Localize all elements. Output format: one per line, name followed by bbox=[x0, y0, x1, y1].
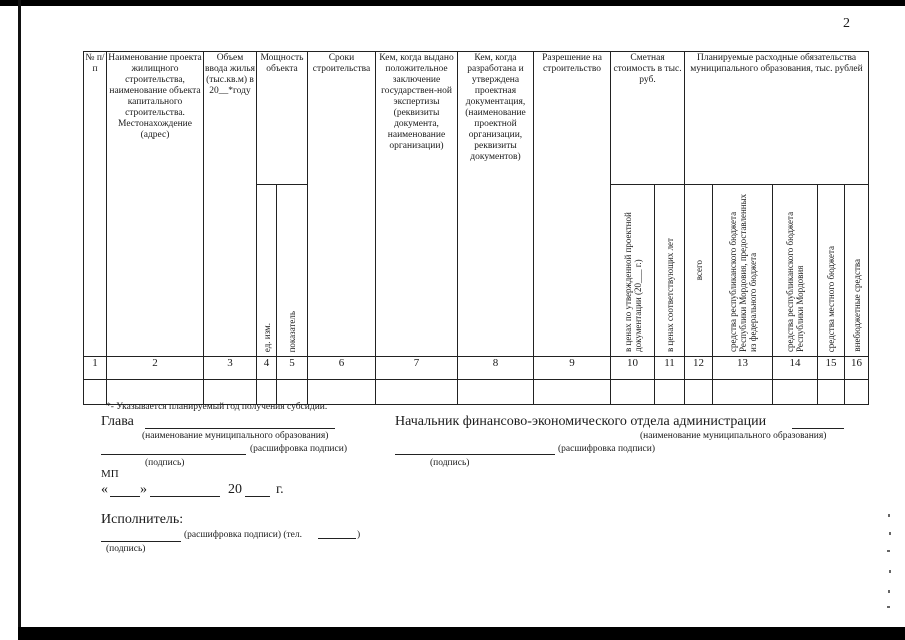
header-permit: Разрешение на строительство bbox=[534, 52, 611, 357]
head-decode-caption: (расшифровка подписи) bbox=[250, 444, 347, 454]
column-number: 1 bbox=[84, 357, 107, 380]
scan-speck bbox=[887, 606, 890, 608]
page-number: 2 bbox=[843, 16, 850, 31]
scan-bottom-edge bbox=[18, 627, 905, 640]
empty-cell bbox=[611, 380, 655, 405]
head-muni-caption: (наименование муниципального образования) bbox=[142, 431, 329, 441]
empty-cell bbox=[685, 380, 713, 405]
column-number: 3 bbox=[204, 357, 257, 380]
scan-speck bbox=[887, 550, 890, 552]
chief-decode-caption: (расшифровка подписи) bbox=[558, 444, 655, 454]
date-close-quote: » bbox=[140, 482, 147, 497]
head-label: Глава bbox=[101, 414, 134, 429]
date-open-quote: « bbox=[101, 482, 108, 497]
empty-cell bbox=[204, 380, 257, 405]
column-number: 2 bbox=[107, 357, 204, 380]
column-number: 4 bbox=[257, 357, 277, 380]
empty-cell bbox=[773, 380, 818, 405]
column-number: 12 bbox=[685, 357, 713, 380]
header-project-name: Наименование проекта жилищного строительства, наименование объекта капитального строительства. Местонахождение (адрес) bbox=[107, 52, 204, 357]
scan-speck bbox=[888, 590, 890, 593]
subheader-current-prices: в ценах соответствующих лет bbox=[655, 185, 685, 357]
empty-cell bbox=[534, 380, 611, 405]
empty-cell bbox=[84, 380, 107, 405]
header-project-docs: Кем, когда разработана и утверждена проектная документация, (наименование проектной организации, реквизиты документов) bbox=[458, 52, 534, 357]
chief-label: Начальник финансово-экономического отдела администрации bbox=[395, 414, 767, 429]
subheader-local-budget: средства местного бюджета bbox=[818, 185, 845, 357]
scan-top-edge bbox=[0, 0, 905, 6]
column-number-row bbox=[84, 357, 869, 380]
column-number: 5 bbox=[277, 357, 308, 380]
date-year-prefix: 20 bbox=[228, 482, 242, 497]
subsidy-table bbox=[83, 51, 869, 405]
chief-muni-caption: (наименование муниципального образования) bbox=[640, 431, 827, 441]
date-year-suffix: г. bbox=[276, 482, 284, 497]
date-year-line bbox=[245, 496, 270, 497]
column-number: 9 bbox=[534, 357, 611, 380]
empty-cell bbox=[458, 380, 534, 405]
empty-cell bbox=[257, 380, 277, 405]
column-number: 14 bbox=[773, 357, 818, 380]
head-signature-line bbox=[101, 454, 246, 455]
column-number: 15 bbox=[818, 357, 845, 380]
scan-left-edge bbox=[18, 0, 21, 640]
head-name-line bbox=[145, 428, 335, 429]
header-construction-terms: Сроки строительства bbox=[308, 52, 376, 357]
column-number: 10 bbox=[611, 357, 655, 380]
column-number: 7 bbox=[376, 357, 458, 380]
empty-cell bbox=[713, 380, 773, 405]
subheader-republic-federal: средства республиканского бюджета Республики Мордовия, предоставленных из федерального бюджета bbox=[713, 185, 773, 357]
column-number: 11 bbox=[655, 357, 685, 380]
empty-cell bbox=[376, 380, 458, 405]
header-capacity: Мощность объекта bbox=[257, 52, 308, 185]
subheader-extra-budget: внебюджетные средства bbox=[845, 185, 869, 357]
empty-cell bbox=[845, 380, 869, 405]
subheader-total: всего bbox=[685, 185, 713, 357]
stamp-label: МП bbox=[101, 468, 119, 480]
header-estimated-cost: Сметная стоимость в тыс. руб. bbox=[611, 52, 685, 185]
executor-phone-close: ) bbox=[357, 530, 361, 540]
subheader-unit: ед. изм. bbox=[257, 185, 277, 357]
scan-speck bbox=[888, 514, 890, 517]
empty-cell bbox=[308, 380, 376, 405]
footnote: *- Указывается планируемый год получения субсидии. bbox=[106, 402, 328, 412]
subheader-indicator: показатель bbox=[277, 185, 308, 357]
chief-signature-caption: (подпись) bbox=[430, 458, 470, 468]
head-signature-caption: (подпись) bbox=[145, 458, 185, 468]
executor-signature-caption: (подпись) bbox=[106, 544, 146, 554]
executor-signature-line bbox=[101, 541, 181, 542]
date-day-line bbox=[110, 496, 140, 497]
subheader-republic-budget: средства республиканского бюджета Республики Мордовия bbox=[773, 185, 818, 357]
column-number: 8 bbox=[458, 357, 534, 380]
executor-decode-caption: (расшифровка подписи) (тел. bbox=[184, 530, 302, 540]
executor-phone-line bbox=[318, 538, 356, 539]
empty-cell bbox=[277, 380, 308, 405]
column-number: 13 bbox=[713, 357, 773, 380]
empty-cell bbox=[107, 380, 204, 405]
column-number: 6 bbox=[308, 357, 376, 380]
chief-name-line bbox=[792, 428, 844, 429]
scan-speck bbox=[889, 570, 891, 573]
column-number: 16 bbox=[845, 357, 869, 380]
empty-cell bbox=[818, 380, 845, 405]
executor-label: Исполнитель: bbox=[101, 512, 184, 527]
scan-speck bbox=[889, 532, 891, 535]
empty-data-row bbox=[84, 380, 869, 405]
empty-cell bbox=[655, 380, 685, 405]
chief-signature-line bbox=[395, 454, 555, 455]
header-housing-volume: Объем ввода жилья (тыс.кв.м) в 20__*году bbox=[204, 52, 257, 357]
header-planned-obligations: Планируемые расходные обязательства муниципального образования, тыс. рублей bbox=[685, 52, 869, 185]
date-month-line bbox=[150, 496, 220, 497]
header-expertise: Кем, когда выдано положительное заключение государствен-ной экспертизы (реквизиты документа, наименование организации) bbox=[376, 52, 458, 357]
header-number: № п/п bbox=[84, 52, 107, 357]
subheader-approved-prices: в ценах по утвержденной проектной документации (20___ г.) bbox=[611, 185, 655, 357]
